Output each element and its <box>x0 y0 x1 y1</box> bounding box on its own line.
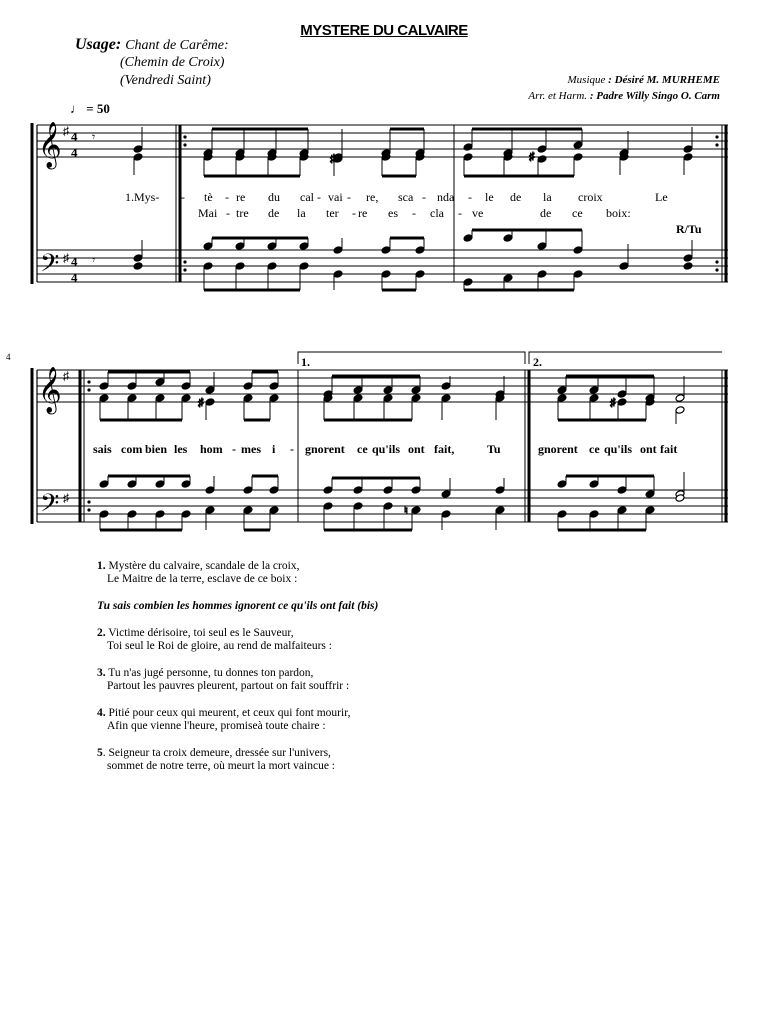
bass-clef-icon: 𝄢 <box>40 250 60 283</box>
note-head <box>205 398 215 407</box>
note-head <box>353 502 363 511</box>
note-head <box>353 394 363 403</box>
note-head <box>155 378 165 387</box>
lyric-syllable: - <box>181 190 185 204</box>
note-head <box>617 390 627 399</box>
note-head <box>573 270 583 279</box>
lyric-syllable: tè <box>204 190 213 204</box>
lyric-syllable: sais <box>93 442 112 456</box>
note-head <box>683 254 693 263</box>
lyric-syllable: 1.Mys- <box>125 190 160 204</box>
note-head <box>333 270 343 279</box>
note-head <box>133 153 143 162</box>
arrangement-credit-value: : Padre Willy Singo O. Carm <box>589 90 720 102</box>
lyric-syllable: qu'ils <box>604 442 633 456</box>
lyric-syllable: mes <box>241 442 261 456</box>
lyric-syllable: es <box>388 206 398 220</box>
verse-number: 4. <box>97 707 106 719</box>
refrain-mark: R/Tu <box>676 222 702 236</box>
note-head <box>243 486 253 495</box>
key-signature-sharp: ♯ <box>63 369 69 383</box>
verse-line: sommet de notre terre, où meurt la mort vaincue : <box>107 760 336 772</box>
lyric-syllable: Mai <box>198 206 218 220</box>
note-head <box>203 242 213 251</box>
note-head <box>645 490 655 499</box>
usage-line-1: Chant de Carême: <box>125 38 229 53</box>
note-head <box>203 262 213 271</box>
note-head <box>323 502 333 511</box>
lyric-syllable: - <box>347 190 351 204</box>
note-head <box>441 510 451 519</box>
sharp-accidental: ♯ <box>330 153 336 165</box>
lyric-syllable: Tu <box>487 442 501 456</box>
note-head <box>127 480 137 489</box>
note-head <box>589 510 599 519</box>
note-head <box>645 506 655 515</box>
bass-staff-2 <box>37 490 728 522</box>
note-head <box>557 386 567 395</box>
time-signature-bottom: 4 <box>71 145 78 160</box>
verse-1 <box>97 560 378 586</box>
lyric-syllable: - <box>290 442 294 456</box>
note-head <box>299 262 309 271</box>
note-head <box>495 486 505 495</box>
verse-line: Tu n'as jugé personne, tu donnes ton pardon, <box>108 667 314 679</box>
note-head <box>381 246 391 255</box>
note-head <box>353 386 363 395</box>
note-head <box>127 382 137 391</box>
music-credit-value: : Désiré M. MURHEME <box>608 74 720 86</box>
note-head <box>383 386 393 395</box>
note-head <box>463 153 473 162</box>
note-head <box>503 234 513 243</box>
note-head <box>155 510 165 519</box>
lyric-syllable: - <box>232 442 236 456</box>
note-head <box>415 270 425 279</box>
note-head <box>243 382 253 391</box>
note-head <box>269 506 279 515</box>
note-head <box>619 262 629 271</box>
note-head <box>269 486 279 495</box>
music-credit-label: Musique <box>567 74 606 86</box>
verse-line: . Seigneur ta croix demeure, dressée sur l'univers, <box>102 747 331 759</box>
lyric-syllable: - <box>412 206 416 220</box>
tempo-marking: ♩ = 50 <box>70 101 110 116</box>
note-head <box>181 480 191 489</box>
lyric-syllable: de <box>510 190 522 204</box>
lyric-syllable: ce <box>572 206 583 220</box>
note-head <box>589 394 599 403</box>
lyric-syllable: - <box>458 206 462 220</box>
note-head <box>99 510 109 519</box>
verse-2 <box>97 627 378 653</box>
time-signature-bottom: 4 <box>71 270 78 285</box>
note-head <box>683 153 693 162</box>
note-head <box>205 506 215 515</box>
note-head <box>383 502 393 511</box>
lyric-syllable: les <box>174 442 188 456</box>
note-head <box>181 510 191 519</box>
lyric-syllable: ce <box>357 442 368 456</box>
note-head <box>415 246 425 255</box>
note-head <box>127 394 137 403</box>
lyric-syllable: ont <box>408 442 425 456</box>
verse-line: Pitié pour ceux qui meurent, et ceux qui font mourir, <box>108 707 351 719</box>
lyric-syllable: ve <box>472 206 484 220</box>
lyric-syllable: de <box>540 206 552 220</box>
note-head <box>537 145 547 154</box>
note-head <box>503 274 513 283</box>
note-head <box>235 242 245 251</box>
song-title: MYSTERE DU CALVAIRE <box>300 22 468 39</box>
verses-block <box>97 560 378 787</box>
note-head <box>133 145 143 154</box>
usage-label: Usage: <box>75 36 122 53</box>
note-head <box>441 394 451 403</box>
lyric-syllable: fait, <box>434 442 455 456</box>
lyrics-row-2 <box>0 206 768 222</box>
note-head <box>243 506 253 515</box>
lyric-syllable: ter <box>326 206 339 220</box>
note-head <box>181 382 191 391</box>
lyric-syllable: re <box>236 190 246 204</box>
lyric-syllable: la <box>297 206 306 220</box>
verse-5 <box>97 747 378 773</box>
key-signature-sharp: ♯ <box>63 124 69 138</box>
usage-line-3: (Vendredi Saint) <box>120 73 211 88</box>
note-head <box>155 394 165 403</box>
note-head <box>573 141 583 150</box>
note-head <box>235 262 245 271</box>
note-head <box>495 506 505 515</box>
lyric-syllable: la <box>543 190 552 204</box>
note-head <box>99 394 109 403</box>
verse-line: Victime dérisoire, toi seul es le Sauveur, <box>108 627 294 639</box>
note-head <box>537 242 547 251</box>
note-head <box>411 394 421 403</box>
note-head <box>683 145 693 154</box>
note-head <box>573 246 583 255</box>
verse-3 <box>97 667 378 693</box>
lyric-syllable: re <box>358 206 368 220</box>
note-head <box>411 486 421 495</box>
lyric-syllable: croix <box>578 190 603 204</box>
note-head <box>675 406 685 415</box>
volta-bracket-2 <box>529 352 722 364</box>
lyric-syllable: hom <box>200 442 223 456</box>
volta-1-label: 1. <box>301 355 310 369</box>
sharp-accidental: ♯ <box>610 397 616 409</box>
arrangement-credit-label: Arr. et Harm. <box>528 90 588 102</box>
note-head <box>99 382 109 391</box>
note-head <box>441 382 451 391</box>
verse-line: Toi seul le Roi de gloire, au rend de malfaiteurs : <box>107 640 332 652</box>
note-head <box>133 254 143 263</box>
note-head <box>589 480 599 489</box>
lyric-syllable: com <box>121 442 143 456</box>
note-head <box>683 262 693 271</box>
lyric-syllable: - <box>352 206 356 220</box>
bass-clef-icon: 𝄢 <box>40 490 60 523</box>
lyric-syllable: le <box>485 190 494 204</box>
lyric-syllable: fait <box>660 442 678 456</box>
note-head <box>537 270 547 279</box>
note-head <box>411 386 421 395</box>
note-head <box>267 242 277 251</box>
volta-2-label: 2. <box>533 355 542 369</box>
lyric-syllable: cal <box>300 190 314 204</box>
measure-number: 4 <box>6 352 11 362</box>
note-head <box>617 486 627 495</box>
note-head <box>299 242 309 251</box>
rest-icon: 𝄾 <box>92 130 96 144</box>
note-head <box>463 234 473 243</box>
lyric-syllable: gnorent <box>538 442 578 456</box>
key-signature-sharp: ♯ <box>63 491 69 505</box>
note-head <box>353 486 363 495</box>
lyrics-row-3 <box>0 442 768 458</box>
note-head <box>155 480 165 489</box>
note-head <box>617 398 627 407</box>
lyric-syllable: - <box>422 190 426 204</box>
verse-line: Partout les pauvres pleurent, partout on fait souffrir : <box>107 680 350 692</box>
sharp-accidental: ♯ <box>529 151 535 163</box>
lyric-syllable: sca <box>398 190 414 204</box>
note-head <box>557 480 567 489</box>
verse-number: 2. <box>97 627 106 639</box>
refrain-text: Tu sais combien les hommes ignorent ce qu'ils ont fait (bis) <box>97 600 379 612</box>
note-head <box>181 394 191 403</box>
time-signature-top: 4 <box>71 129 78 144</box>
usage-line-2: (Chemin de Croix) <box>120 55 225 70</box>
treble-clef-icon: 𝄞 <box>38 122 62 167</box>
note-head <box>205 386 215 395</box>
note-head <box>441 490 451 499</box>
lyric-syllable: - <box>468 190 472 204</box>
note-head <box>557 510 567 519</box>
note-head <box>383 486 393 495</box>
verse-line: Afin que vienne l'heure, promiseà toute chaire : <box>107 720 326 732</box>
note-head <box>617 506 627 515</box>
note-head <box>411 506 421 515</box>
rest-icon: 𝄾 <box>92 253 96 267</box>
note-head <box>463 143 473 152</box>
lyric-syllable: de <box>268 206 280 220</box>
note-head <box>557 394 567 403</box>
lyric-syllable: du <box>268 190 280 204</box>
lyric-syllable: boix: <box>606 206 631 220</box>
note-head <box>383 394 393 403</box>
treble-clef-icon: 𝄞 <box>38 367 62 412</box>
verse-line: Le Maitre de la terre, esclave de ce boix : <box>107 573 298 585</box>
lyrics-row-1 <box>0 190 768 206</box>
volta-bracket-1 <box>298 352 525 364</box>
note-head <box>323 486 333 495</box>
note-head <box>381 270 391 279</box>
lyric-syllable: gnorent <box>305 442 345 456</box>
note-head <box>333 246 343 255</box>
note-head <box>133 262 143 271</box>
natural-accidental: ♮ <box>404 505 408 517</box>
lyric-syllable: i <box>272 442 276 456</box>
lyric-syllable: nda <box>437 190 455 204</box>
note-head <box>205 486 215 495</box>
note-head <box>243 394 253 403</box>
note-head <box>675 394 685 403</box>
note-head <box>269 382 279 391</box>
sharp-accidental: ♯ <box>198 397 204 409</box>
note-head <box>99 480 109 489</box>
note-head <box>573 153 583 162</box>
verse-number: 5 <box>97 747 103 759</box>
note-head <box>269 394 279 403</box>
lyric-syllable: re, <box>366 190 379 204</box>
note-head <box>267 262 277 271</box>
note-head <box>463 278 473 287</box>
lyric-syllable: cla <box>430 206 444 220</box>
lyric-syllable: - <box>226 206 230 220</box>
lyric-syllable: ce <box>589 442 600 456</box>
lyric-syllable: tre <box>236 206 249 220</box>
note-head <box>589 386 599 395</box>
key-signature-sharp: ♯ <box>63 251 69 265</box>
verse-4 <box>97 707 378 733</box>
lyric-syllable: qu'ils <box>372 442 401 456</box>
lyric-syllable: - <box>317 190 321 204</box>
lyric-syllable: bien <box>145 442 168 456</box>
verse-line: Mystère du calvaire, scandale de la croix, <box>108 560 300 572</box>
lyric-syllable: vai <box>328 190 343 204</box>
verse-number: 3. <box>97 667 106 679</box>
lyric-syllable: ont <box>640 442 657 456</box>
lyric-syllable: - <box>225 190 229 204</box>
lyric-syllable: Le <box>655 190 668 204</box>
verse-number: 1. <box>97 560 106 572</box>
note-head <box>537 155 547 164</box>
note-head <box>127 510 137 519</box>
time-signature-top: 4 <box>71 254 78 269</box>
